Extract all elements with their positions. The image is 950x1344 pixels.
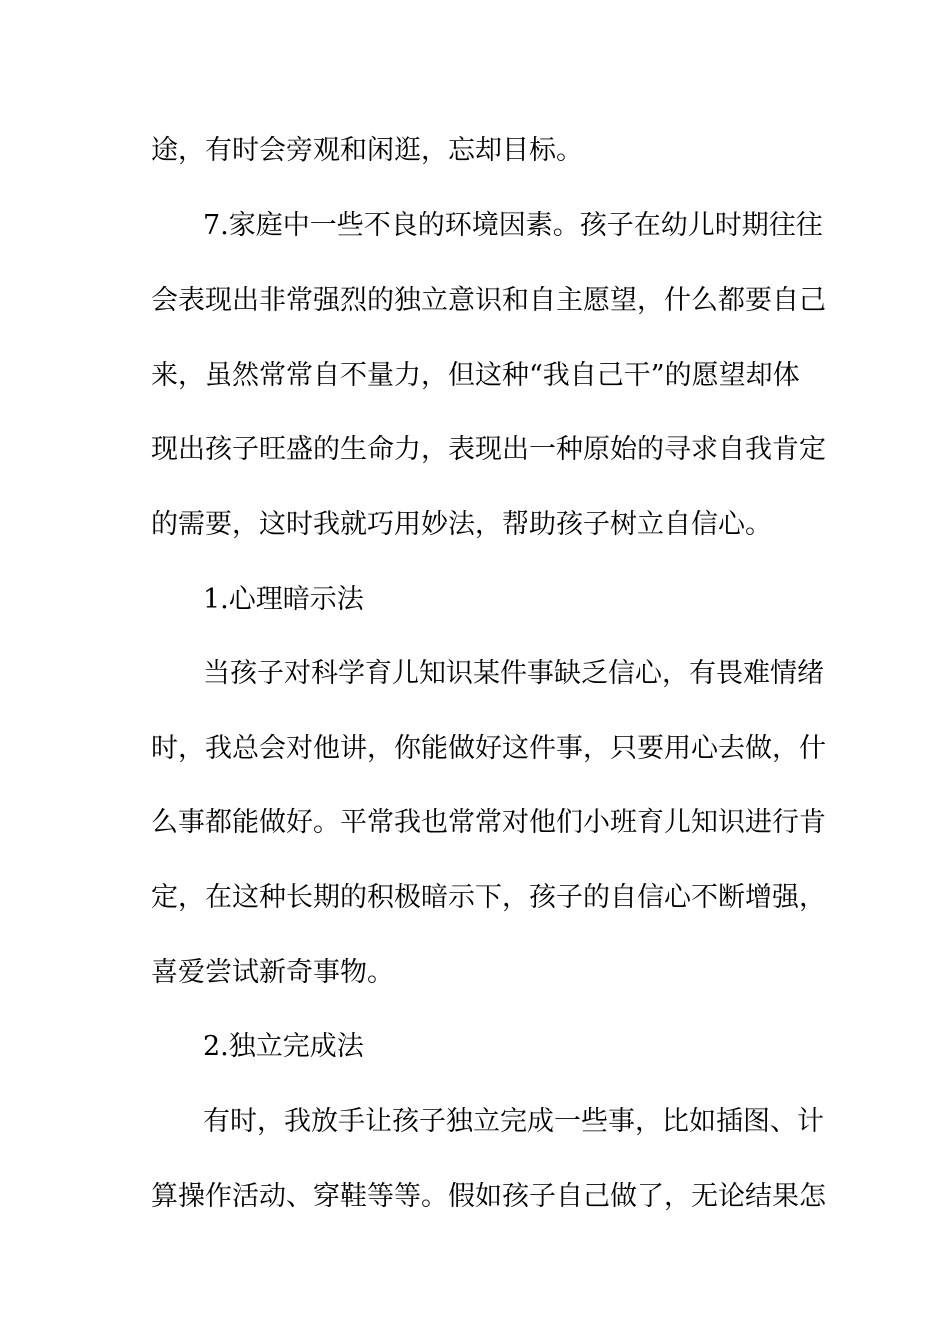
paragraph-line: 当孩子对科学育儿知识某件事缺乏信心，有畏难情绪 [203,658,824,689]
paragraph-line: 么事都能做好。平常我也常常对他们小班育儿知识进行肯 [151,807,826,838]
paragraph-line: 时，我总会对他讲，你能做好这件事，只要用心去做，什 [151,733,826,764]
paragraph-line: 定，在这种长期的积极暗示下，孩子的自信心不断增强， [151,882,826,913]
paragraph-line: 现出孩子旺盛的生命力，表现出一种原始的寻求自我肯定 [151,434,826,465]
paragraph-line: 喜爱尝试新奇事物。 [151,957,394,988]
paragraph-line: 有时，我放手让孩子独立完成一些事，比如插图、计 [203,1106,824,1137]
paragraph-line: 来，虽然常常自不量力，但这种“我自己干”的愿望却体 [151,360,800,391]
paragraph-line: 途，有时会旁观和闲逛，忘却目标。 [151,135,583,166]
paragraph-line: 算操作活动、穿鞋等等。假如孩子自己做了，无论结果怎 [151,1181,826,1212]
section-heading: 2.独立完成法 [203,1031,364,1062]
paragraph-line: 的需要，这时我就巧用妙法，帮助孩子树立自信心。 [151,509,772,540]
section-heading: 1.心理暗示法 [203,584,364,615]
paragraph-line: 7.家庭中一些不良的环境因素。孩子在幼儿时期往往 [203,210,823,241]
paragraph-line: 会表现出非常强烈的独立意识和自主愿望，什么都要自己 [151,285,826,316]
